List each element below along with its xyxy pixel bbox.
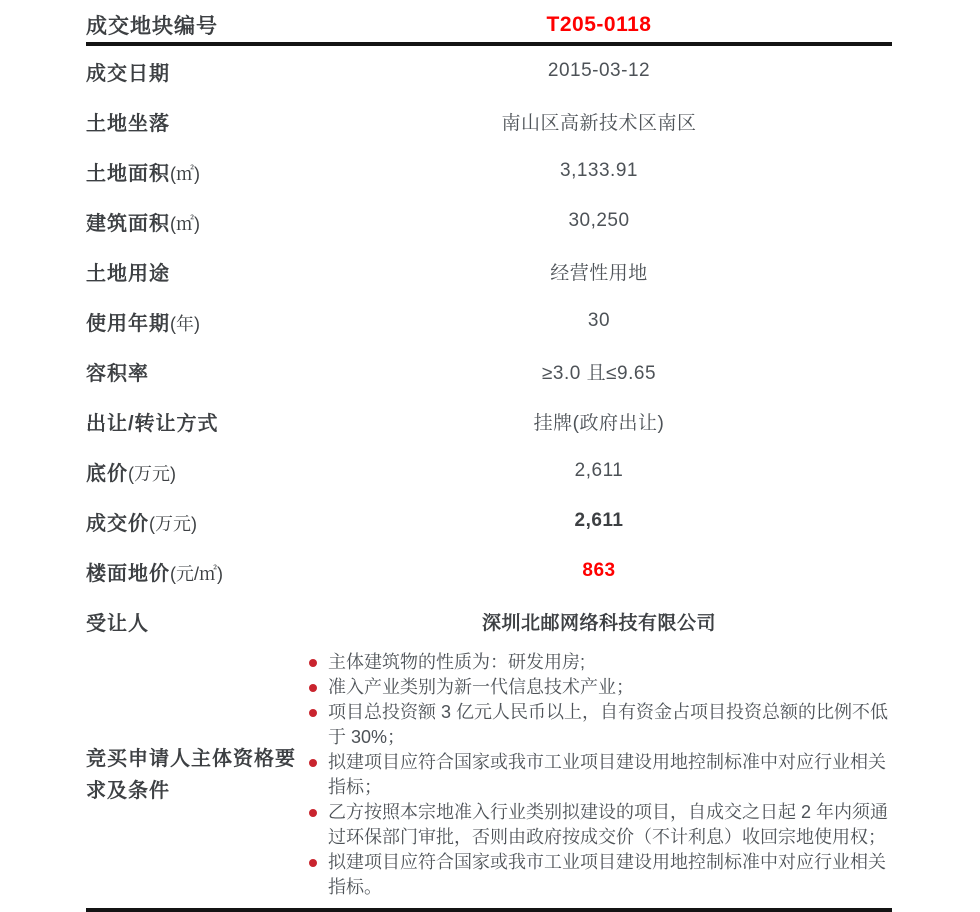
row-parcel-number — [86, 8, 892, 46]
row-value: 2,611 — [574, 460, 624, 481]
row-label — [86, 407, 306, 436]
row-label — [86, 207, 306, 236]
row-label-unit: (万元) — [128, 463, 176, 484]
row-label-unit: (㎡) — [170, 163, 200, 184]
row-floor-price — [86, 546, 892, 596]
row-label-unit: (元/㎡) — [170, 563, 223, 584]
list-item — [306, 800, 892, 850]
bullet-icon — [309, 859, 317, 867]
row-label — [86, 157, 306, 186]
list-item-text: 准入产业类别为新一代信息技术产业； — [328, 677, 634, 697]
row-label-text: 容积率 — [86, 362, 149, 385]
row-tenure-years — [86, 296, 892, 346]
row-bidder-requirements — [86, 646, 892, 912]
row-value: ≥3.0 且≤9.65 — [541, 362, 657, 384]
row-label-text: 成交日期 — [86, 62, 170, 85]
row-deal-date — [86, 46, 892, 96]
row-label — [86, 257, 306, 286]
row-label-text: 受让人 — [86, 612, 149, 635]
bullet-icon — [309, 684, 317, 692]
row-label — [86, 107, 306, 136]
bullet-icon — [309, 759, 317, 767]
row-label: 成交地块编号 — [86, 15, 218, 38]
parcel-number-value: T205-0118 — [546, 13, 652, 36]
row-value: 30,250 — [568, 210, 630, 231]
row-label — [86, 357, 306, 386]
row-label-text: 底价 — [86, 462, 128, 485]
row-base-price — [86, 446, 892, 496]
row-label-unit: (㎡) — [170, 213, 200, 234]
row-transferee — [86, 596, 892, 646]
row-land-area — [86, 146, 892, 196]
transferee-value: 深圳北邮网络科技有限公司 — [481, 612, 716, 634]
row-value: 2015-03-12 — [547, 60, 651, 81]
bullet-icon — [309, 709, 317, 717]
list-item — [306, 650, 892, 675]
requirements-list — [306, 650, 892, 900]
row-transfer-method — [86, 396, 892, 446]
row-building-area — [86, 196, 892, 246]
list-item-text: 拟建项目应符合国家或我市工业项目建设用地控制标准中对应行业相关指标； — [328, 752, 886, 797]
row-label-text: 土地面积 — [86, 162, 170, 185]
row-deal-price — [86, 496, 892, 546]
row-value: 经营性用地 — [550, 262, 648, 284]
row-label — [86, 557, 306, 586]
list-item — [306, 750, 892, 800]
row-label-text: 使用年期 — [86, 312, 170, 335]
row-land-location — [86, 96, 892, 146]
row-value: 南山区高新技术区南区 — [501, 112, 697, 134]
row-label — [86, 307, 306, 336]
row-label — [86, 607, 306, 636]
row-label — [86, 57, 306, 86]
row-label-text: 土地用途 — [86, 262, 170, 285]
row-label-unit: (万元) — [149, 513, 197, 534]
bullet-icon — [309, 659, 317, 667]
land-transaction-table — [86, 8, 892, 912]
row-value: 挂牌(政府出让) — [533, 412, 665, 434]
list-item — [306, 675, 892, 700]
row-label — [86, 507, 306, 536]
list-item-text: 拟建项目应符合国家或我市工业项目建设用地控制标准中对应行业相关指标。 — [328, 852, 886, 897]
row-label — [86, 457, 306, 486]
row-land-use — [86, 246, 892, 296]
row-label-text: 建筑面积 — [86, 212, 170, 235]
row-label-text: 土地坐落 — [86, 112, 170, 135]
list-item-text: 主体建筑物的性质为：研发用房; — [328, 652, 585, 672]
bullet-icon — [309, 809, 317, 817]
row-label-text: 出让/转让方式 — [86, 412, 219, 435]
list-item — [306, 700, 892, 750]
floor-price-value: 863 — [582, 560, 616, 581]
row-label-text: 竞买申请人主体资格要求及条件 — [86, 748, 296, 802]
row-value: 2,611 — [574, 510, 624, 531]
row-plot-ratio — [86, 346, 892, 396]
row-value: 3,133.91 — [560, 160, 638, 181]
row-value: 30 — [587, 310, 611, 331]
row-label-unit: (年) — [170, 313, 200, 334]
list-item-text: 项目总投资额 3 亿元人民币以上，自有资金占项目投资总额的比例不低于 30%； — [328, 702, 889, 747]
row-label-text: 成交价 — [86, 512, 149, 535]
list-item — [306, 850, 892, 900]
list-item-text: 乙方按照本宗地准入行业类别拟建设的项目，自成交之日起 2 年内须通过环保部门审批，否则由政府按成交价（不计利息）收回宗地使用权； — [328, 802, 889, 847]
row-label — [86, 743, 306, 807]
row-label-text: 楼面地价 — [86, 562, 170, 585]
